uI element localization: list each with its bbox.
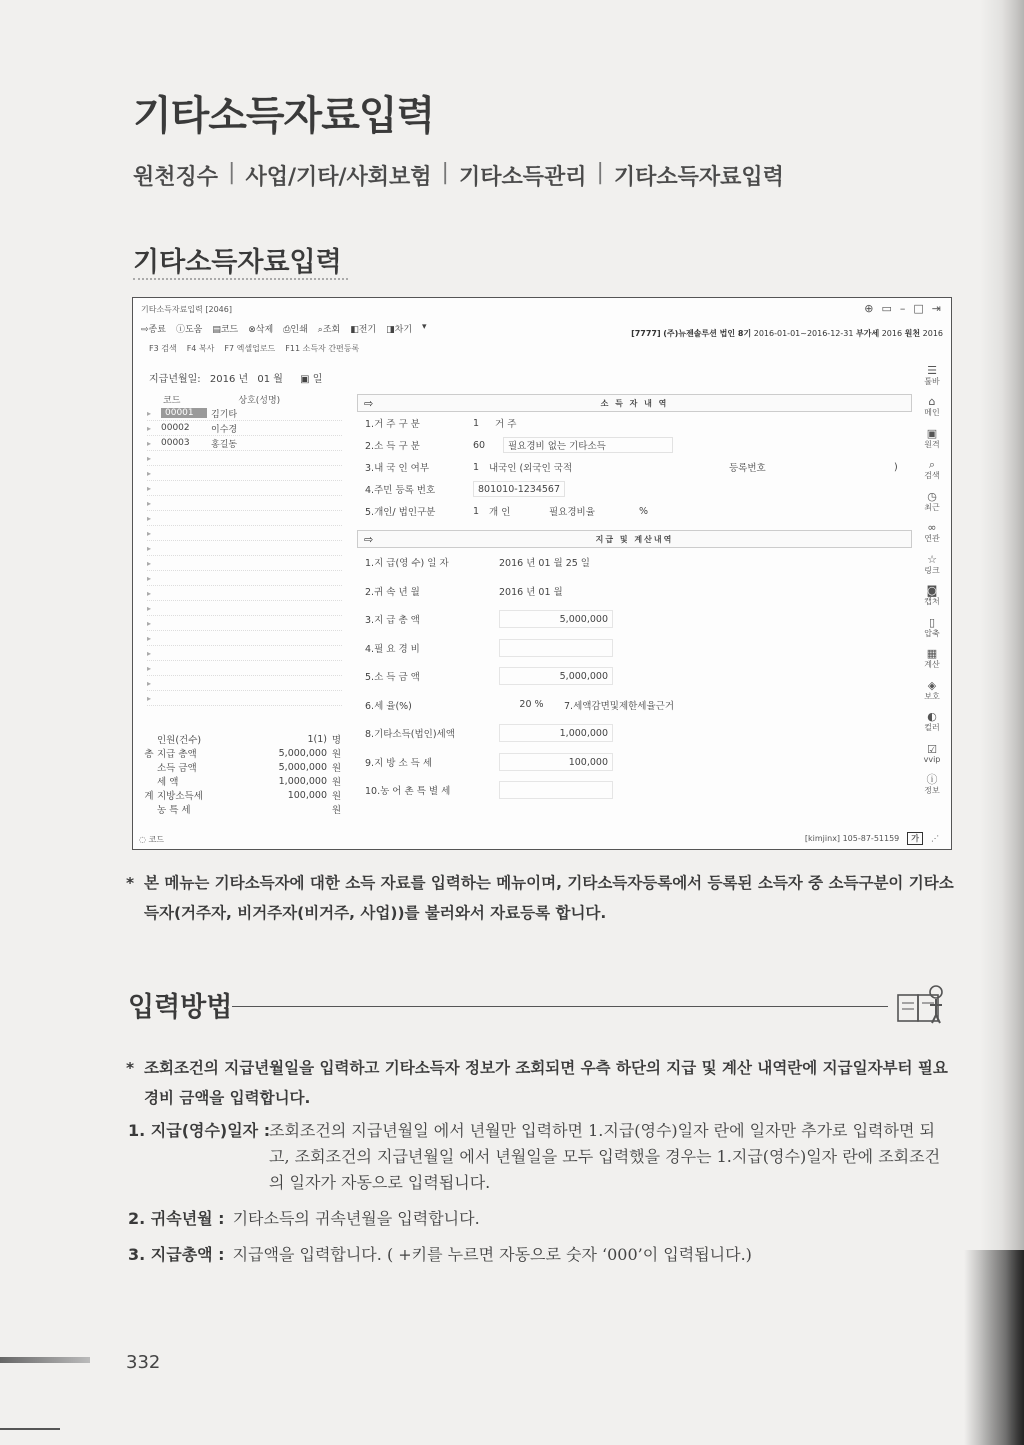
printer-icon: ⎙ (283, 325, 291, 335)
row-marker: ▸ (147, 423, 152, 433)
resident-no-row: 4.주민 등록 번호 801010-1234567 (357, 478, 912, 500)
asterisk-mark: * (126, 1059, 135, 1077)
lang-indicator[interactable]: 가 (907, 832, 923, 845)
clock-icon: ◷ (927, 489, 937, 503)
breadcrumb-item: 기타소득관리 (458, 165, 587, 190)
list-item-empty[interactable]: ▸ (147, 586, 342, 601)
bottom-rule (0, 1428, 60, 1430)
list-item[interactable]: ▸ 00001 김기타 (147, 406, 342, 421)
attr-ym-input[interactable]: 2016 년 01 월 (499, 586, 563, 598)
income-amount-field: 5.소 득 금 액 5,000,000 (357, 662, 912, 691)
side-nav-compress[interactable]: ▯ 압축 (924, 615, 940, 638)
list-item-empty[interactable]: ▸ (147, 511, 342, 526)
breadcrumb-item: 사업/기타/사회보험 (245, 165, 432, 190)
total-field: 3.지 급 총 액 5,000,000 (357, 605, 912, 634)
restore-icon[interactable]: ▭ (881, 302, 892, 315)
row-marker: ▸ (147, 438, 152, 448)
totals-row: 세 액 1,000,000 원 (157, 775, 341, 788)
list-item-empty[interactable]: ▸ (147, 556, 342, 571)
side-nav-search[interactable]: ⌕ 검색 (924, 458, 940, 481)
totals-row: 인원(건수) 1(1) 명 (157, 733, 341, 746)
income-section-header: ⇨ 소 득 자 내 역 (357, 394, 912, 412)
side-nav-calc[interactable]: ▦ 계산 (924, 647, 940, 670)
list-item-empty[interactable]: ▸ (147, 631, 342, 646)
info-icon: ⓘ (926, 773, 938, 787)
method-steps (128, 1118, 952, 1278)
pay-date-field: 1.지 급(영 수) 일 자 2016 년 01 월 25 일 (357, 548, 912, 577)
side-nav-recent[interactable]: ◷ 최근 (924, 489, 940, 512)
menu-description: * 본 메뉴는 기타소득자에 대한 소득 자료를 입력하는 메뉴이며, 기타소득자등록에서 등록된 소득자 중 소득구분이 기타소득자(거주자, 비거주자(비거주, 사업))를 불러와서 자료등록 합니다. (126, 868, 956, 928)
step-item: 2. 귀속년월 : 기타소득의 귀속년월을 입력합니다. (128, 1209, 480, 1228)
totals-panel (141, 732, 341, 816)
total-input[interactable]: 5,000,000 (499, 610, 613, 628)
page-number-bar (0, 1357, 90, 1363)
person-type-row: 5.개인/ 법인구분 1 개 인 필요경비율 % (365, 505, 649, 518)
list-item-empty[interactable]: ▸ (147, 481, 342, 496)
list-item-empty[interactable]: ▸ (147, 571, 342, 586)
arrow-icon: ⇨ (364, 396, 374, 410)
side-nav (919, 360, 945, 801)
asterisk-mark: * (126, 874, 135, 892)
toolbar (141, 322, 427, 335)
list-item-empty[interactable]: ▸ (147, 616, 342, 631)
prev-button[interactable]: ◧전기 (350, 325, 377, 335)
page-number: 332 (126, 1352, 161, 1373)
camera-icon: ◙ (926, 584, 938, 598)
section-underline (133, 278, 348, 280)
breadcrumb-item: 원천징수 (133, 165, 219, 190)
method-title-rule (232, 1006, 888, 1007)
local-tax-input[interactable]: 100,000 (499, 753, 613, 771)
rural-tax-field: 10.농 어 촌 특 별 세 (357, 776, 912, 805)
payment-section-header: ⇨ 지급 및 계산내역 (357, 530, 912, 548)
totals-row: 소득 금액 5,000,000 원 (157, 761, 341, 774)
palette-icon: ◐ (927, 710, 937, 724)
side-nav-protect[interactable]: ◈ 보호 (924, 678, 940, 701)
minimize-icon[interactable]: – (899, 302, 906, 315)
code-button[interactable]: ▤코드 (212, 325, 239, 335)
side-nav-capture[interactable]: ◙ 캡처 (924, 584, 940, 607)
delete-icon: ⊗ (248, 325, 256, 335)
income-amount-input[interactable]: 5,000,000 (499, 667, 613, 685)
delete-button[interactable]: ⊗삭제 (248, 325, 274, 335)
status-bar-right: [kimjinx] 105-87-51159 가 ⋰ (804, 834, 939, 843)
fkey-quick-register[interactable]: F11 소득자 간편등록 (285, 344, 360, 353)
zoom-icon[interactable]: ⊕ (864, 302, 874, 315)
next-icon: ◨ (386, 325, 395, 335)
section-title: 기타소득자료입력 (133, 247, 342, 278)
list-item-empty[interactable]: ▸ (147, 676, 342, 691)
side-nav-link[interactable]: ☆ 링크 (924, 552, 940, 575)
home-icon: ⌂ (928, 395, 936, 409)
income-tax-input[interactable]: 1,000,000 (499, 724, 613, 742)
function-keys (149, 343, 359, 354)
resident-no-input[interactable]: 801010-1234567 (473, 481, 565, 497)
side-nav-remote[interactable]: ▣ 원격 (924, 426, 940, 449)
company-info: [7777] (주)뉴젠솔루션 법인 8기 2016-01-01~2016-12-31 부가세 2016 원천 2016 (631, 329, 943, 338)
person-type-code-input[interactable]: 1 (473, 505, 480, 517)
close-button[interactable]: ⇨종료 (141, 325, 166, 335)
breadcrumb (133, 160, 784, 191)
pay-year-input[interactable]: 2016 (209, 374, 236, 385)
list-item-empty[interactable]: ▸ (147, 601, 342, 616)
code-icon: ▤ (212, 325, 221, 335)
list-item-empty[interactable]: ▸ (147, 496, 342, 511)
expense-input[interactable] (499, 639, 613, 657)
method-description: * 조회조건의 지급년월일을 입력하고 기타소득자 정보가 조회되면 우측 하단의 지급 및 계산 내역란에 지급일자부터 필요경비 금액을 입력합니다. (126, 1053, 956, 1113)
remote-icon: ▣ (926, 426, 938, 440)
exit-icon[interactable]: ⇥ (931, 302, 941, 315)
list-item-empty[interactable]: ▸ (147, 466, 342, 481)
expense-field: 4.필 요 경 비 (357, 634, 912, 663)
calendar-icon[interactable]: ▣ (300, 374, 310, 385)
income-type-row: 2.소 득 구 분 60 필요경비 없는 기타소득 (357, 434, 912, 456)
attr-ym-field: 2.귀 속 년 월 2016 년 01 월 (357, 577, 912, 606)
window-controls (864, 302, 941, 315)
residence-code-input[interactable]: 1 (473, 417, 480, 429)
side-nav-main[interactable]: ⌂ 메인 (924, 395, 940, 418)
check-icon: ☑ (927, 742, 937, 756)
tax-rate-input[interactable]: 20 % (519, 699, 544, 711)
nationality-row: 3.내 국 인 여부 1 내국인 (외국인 국적 등록번호 ) (365, 461, 898, 474)
col-code: 코드 (163, 396, 181, 406)
pay-date-input[interactable]: 2016 년 01 월 25 일 (499, 558, 590, 570)
list-item-empty[interactable]: ▸ (147, 541, 342, 556)
page-title: 기타소득자료입력 (133, 93, 435, 139)
breadcrumb-separator: | (596, 160, 604, 185)
income-type-value: 필요경비 없는 기타소득 (503, 437, 673, 453)
book-corner-shadow (964, 1250, 1024, 1445)
window-title: 기타소득자료입력 [2046] (141, 305, 232, 314)
residence-row: 1.거 주 구 분 1 거 주 (365, 417, 517, 430)
list-item[interactable]: ▸ 00002 이수경 (147, 421, 342, 436)
income-tax-field: 8.기타소득(법인)세액 1,000,000 (357, 719, 912, 748)
side-nav-color[interactable]: ◐ 컬러 (924, 710, 940, 733)
more-icon[interactable]: ▾ (422, 322, 427, 332)
tax-basis-label: 7.세액감면및제한세율근거 (564, 700, 675, 712)
link-icon: ∞ (927, 521, 937, 535)
help-button[interactable]: ⓘ도움 (176, 322, 202, 335)
side-nav-vvip[interactable]: ☑ vvip (923, 742, 941, 764)
chat-icon: ◌ (139, 835, 146, 844)
prev-icon: ◧ (350, 325, 359, 335)
list-item-empty[interactable]: ▸ (147, 526, 342, 541)
nationality-code-input[interactable]: 1 (473, 461, 480, 473)
row-marker: ▸ (147, 408, 152, 418)
shield-icon: ◈ (927, 678, 937, 692)
list-item-empty[interactable]: ▸ (147, 646, 342, 661)
zip-icon: ▯ (928, 615, 936, 629)
detail-form (357, 394, 912, 819)
side-nav-info[interactable]: ⓘ 정보 (924, 773, 940, 796)
star-icon: ☆ (927, 552, 937, 566)
app-window (132, 297, 952, 850)
print-button[interactable]: ⎙인쇄 (283, 325, 308, 335)
search-button[interactable]: ⌕조회 (317, 325, 341, 335)
search-icon: ⌕ (928, 458, 936, 472)
fkey-copy[interactable]: F4 복사 (186, 344, 215, 353)
income-type-code-input[interactable]: 60 (473, 439, 486, 451)
maximize-icon[interactable]: □ (913, 302, 924, 315)
search-icon: ⌕ (317, 325, 323, 335)
fkey-excel-upload[interactable]: F7 엑셀업로드 (224, 344, 276, 353)
col-name: 상호(성명) (238, 396, 281, 406)
exit-icon: ⇨ (141, 325, 149, 335)
method-title: 입력방법 (128, 992, 233, 1023)
list-item-empty[interactable]: ▸ (147, 661, 342, 676)
side-nav-related[interactable]: ∞ 연관 (924, 521, 940, 544)
tax-rate-field: 6.세 율(%) 20 % 7.세액감면및제한세율근거 (365, 699, 675, 712)
status-bar-left: ◌ 코드 (139, 835, 164, 844)
breadcrumb-separator: | (228, 160, 236, 185)
list-header (147, 393, 342, 406)
totals-row: 농 특 세 원 (157, 805, 341, 816)
list-item-empty[interactable]: ▸ (147, 451, 342, 466)
book-spine-shadow (980, 0, 1024, 1445)
pay-month-input[interactable]: 01 (257, 374, 271, 385)
step-item: 1. 지급(영수)일자 : 조회조건의 지급년월일 에서 년월만 입력하면 1.지급(영수)일자 란에 일자만 추가로 입력하면 되고, 조회조건의 지급년월일 에서 년월일을 모두 입력했을 경우는 1.지급(영수)일자 란에 조회조건의 일자가 자동으로 입력됩니다. (128, 1121, 941, 1192)
resize-grip-icon[interactable]: ⋰ (931, 834, 939, 843)
calculator-icon: ▦ (926, 647, 938, 661)
rural-tax-input[interactable] (499, 781, 613, 799)
totals-row: 총 지급 총액 5,000,000 원 (144, 747, 341, 760)
local-tax-field: 9.지 방 소 득 세 100,000 (357, 748, 912, 777)
arrow-icon: ⇨ (364, 532, 374, 546)
list-item[interactable]: ▸ 00003 홍길동 (147, 436, 342, 451)
side-nav-toolbar[interactable]: ☰ 툴바 (924, 363, 940, 386)
step-item: 3. 지급총액 : 지급액을 입력합니다. ( +키를 누르면 자동으로 숫자 ‘000’이 입력됩니다.) (128, 1245, 752, 1264)
breadcrumb-separator: | (441, 160, 449, 185)
breadcrumb-item: 기타소득자료입력 (613, 165, 784, 190)
menu-icon: ☰ (927, 363, 937, 377)
totals-row: 계 지방소득세 100,000 원 (144, 789, 341, 802)
book-reader-icon (892, 985, 948, 1025)
pay-date-row: 지급년월일: 2016 년 01 월 ▣ 일 (149, 374, 323, 385)
help-icon: ⓘ (175, 325, 185, 335)
next-button[interactable]: ◨차기 (386, 325, 413, 335)
fkey-search[interactable]: F3 검색 (149, 344, 177, 353)
list-item-empty[interactable]: ▸ (147, 691, 342, 706)
